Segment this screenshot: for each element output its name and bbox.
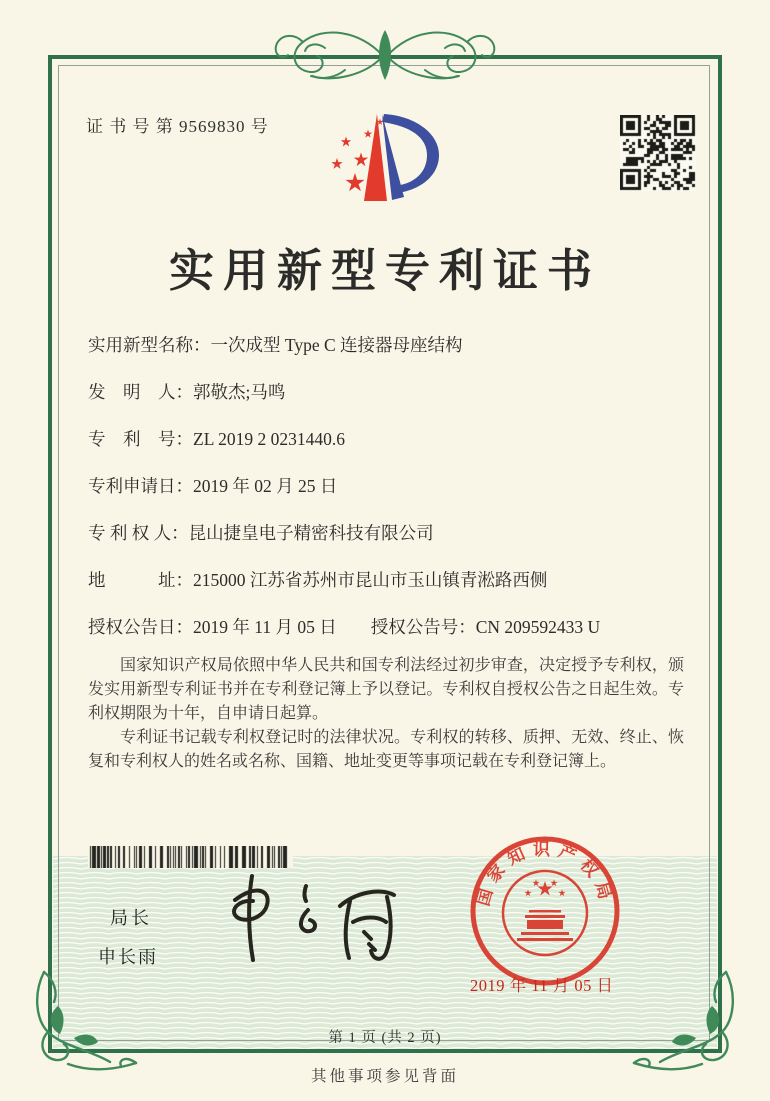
- field-value: 215000 江苏省苏州市昆山市玉山镇青淞路西侧: [193, 570, 548, 590]
- field-row-patent-no: [88, 428, 688, 475]
- field-label: 专利申请日：: [88, 476, 193, 496]
- field-value: 2019 年 02 月 25 日: [193, 476, 338, 496]
- field-label: 发 明 人：: [88, 382, 193, 402]
- bottom-right-scrollwork-ornament: [630, 968, 742, 1078]
- field-label: 授权公告日：: [88, 617, 193, 637]
- signature-handwriting: [222, 870, 402, 968]
- field-value: 一次成型 Type C 连接器母座结构: [210, 335, 463, 355]
- barcode: [88, 846, 293, 868]
- field-row-patentee: [88, 522, 688, 569]
- legal-paragraph-1: 国家知识产权局依照中华人民共和国专利法经过初步审查，决定授予专利权，颁发实用新型专利证书并在专利登记簿上予以登记。专利权自授权公告之日起生效。专利权期限为十年，自申请日起算。: [88, 657, 684, 722]
- certificate-number: 证 书 号 第 9569830 号: [86, 117, 269, 136]
- back-side-note: 其他事项参见背面: [310, 1068, 459, 1085]
- field-row-address: [88, 569, 688, 616]
- legal-text: [88, 654, 684, 774]
- seal-date: 2019 年 11 月 05 日: [470, 976, 614, 995]
- field-label: 地 址：: [88, 570, 193, 590]
- field-label: 专 利 权 人：: [88, 523, 189, 543]
- field-label: 实用新型名称：: [88, 335, 211, 355]
- field-row-inventor: [88, 381, 688, 428]
- signer-title: 局长: [110, 908, 152, 928]
- top-scrollwork-ornament: [265, 18, 505, 92]
- certificate-title: 实用新型专利证书: [168, 246, 601, 296]
- field-row-filing-date: [88, 475, 688, 522]
- field-value: 2019 年 11 月 05 日: [193, 617, 337, 637]
- page-indicator: 第 1 页 (共 2 页): [328, 1030, 442, 1046]
- field-row-name: [88, 334, 688, 381]
- field-value: 昆山捷皇电子精密科技有限公司: [188, 523, 434, 543]
- field-value: ZL 2019 2 0231440.6: [193, 429, 345, 449]
- bottom-left-scrollwork-ornament: [28, 968, 140, 1078]
- field-value: CN 209592433 U: [475, 617, 601, 637]
- field-label: 授权公告号：: [370, 617, 476, 637]
- grant-number-pair: [371, 616, 600, 638]
- field-label: 专 利 号：: [88, 429, 193, 449]
- official-seal: [465, 831, 625, 991]
- field-list: [88, 334, 688, 663]
- national-emblem-icon: [503, 871, 587, 955]
- legal-paragraph-2: 专利证书记载专利权登记时的法律状况。专利权的转移、质押、无效、终止、恢复和专利权人的姓名或名称、国籍、地址变更等事项记载在专利登记簿上。: [88, 729, 684, 770]
- qr-code: [620, 115, 696, 191]
- cnipa-patent-logo-icon: [318, 100, 450, 216]
- field-value: 郭敬杰;马鸣: [193, 382, 286, 402]
- signer-block: [98, 904, 158, 969]
- signer-name: 申长雨: [98, 947, 158, 967]
- seal-text: 国家知识产权局: [473, 839, 617, 909]
